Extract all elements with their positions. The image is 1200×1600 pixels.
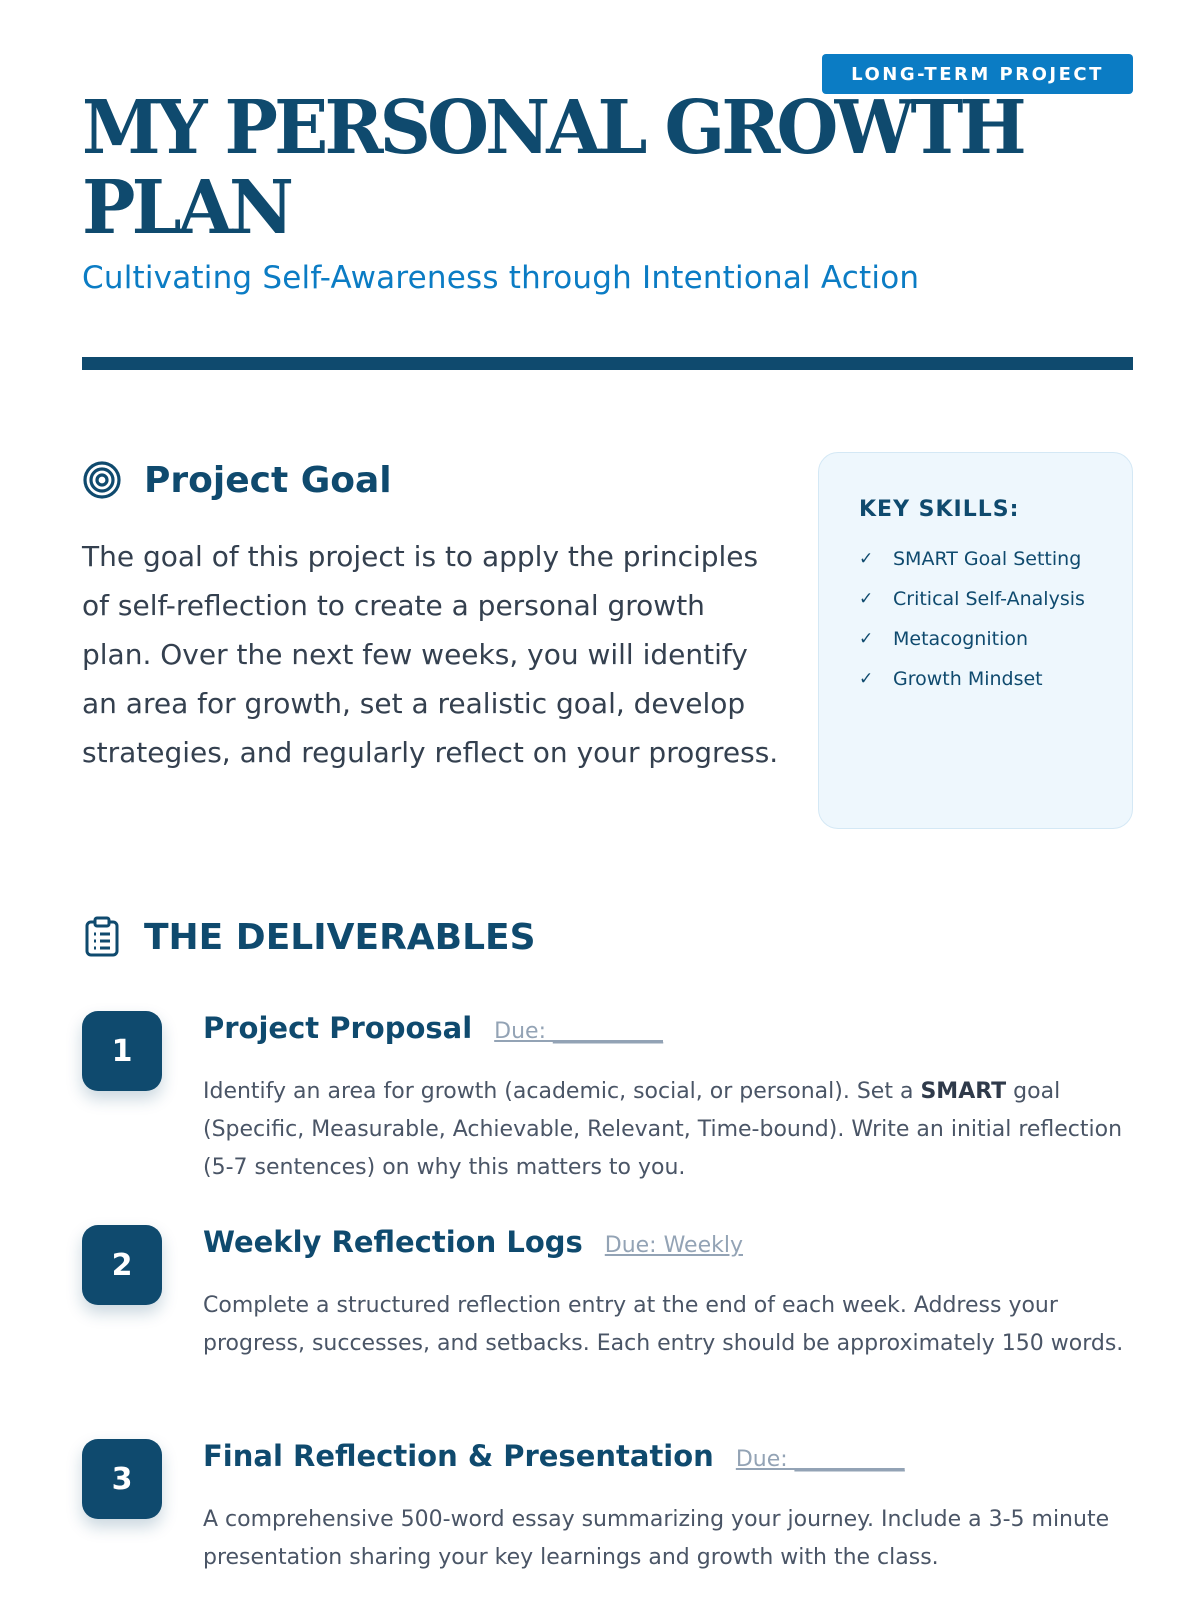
page-subtitle: Cultivating Self-Awareness through Intentional Action [82,260,920,296]
deliverable-title: Final Reflection & Presentation [203,1439,714,1473]
skill-label: SMART Goal Setting [893,548,1082,570]
deliverable-title: Project Proposal [203,1011,473,1045]
skill-label: Growth Mindset [893,668,1043,690]
project-type-badge: LONG-TERM PROJECT [822,54,1133,94]
smart-emphasis: SMART [920,1079,1007,1104]
check-icon: ✓ [859,629,874,648]
skill-item [859,666,1110,692]
target-icon [82,460,122,500]
deliverable-description: Complete a structured reflection entry at the end of each week. Address your progress, successes, and setbacks. Each entry should be approximately 150 words. [203,1293,1124,1356]
key-skills-title: KEY SKILLS: [859,497,1020,522]
clipboard-icon [82,916,122,958]
due-date: Due: __________ [494,1019,663,1044]
header-divider [82,357,1133,370]
due-date: Due: Weekly [604,1233,743,1258]
deliverables-heading: THE DELIVERABLES [144,916,536,958]
due-date: Due: __________ [735,1447,905,1472]
deliverable-title: Weekly Reflection Logs [203,1225,583,1259]
deliverable-number: 2 [82,1225,162,1305]
skill-label: Metacognition [893,628,1029,650]
key-skills-box [818,452,1133,829]
goal-section-header [82,456,392,504]
deliverable-description: Identify an area for growth (academic, social, or personal). Set a SMART goal (Specific, Measurable, Achievable, Relevant, Time-bound). Write an initial reflection (5-7 sentences) on why this matters to you. [203,1079,1123,1180]
deliverable-number: 1 [82,1011,162,1091]
deliverable-number: 3 [82,1439,162,1519]
deliverable-description: A comprehensive 500-word essay summarizing your journey. Include a 3-5 minute presentation sharing your key learnings and growth with the class. [203,1507,1110,1570]
goal-description: The goal of this project is to apply the principles of self-reflection to create a personal growth plan. Over the next few weeks, you will identify an area for growth, set a realistic goal, develop strategies, and regularly reflect on your progress. [82,540,779,769]
deliverables-section-header [82,912,536,962]
skill-item [859,626,1110,652]
document-page [82,0,1133,1600]
check-icon: ✓ [859,669,874,688]
skill-label: Critical Self-Analysis [893,588,1085,610]
check-icon: ✓ [859,589,874,608]
page-title: MY PERSONAL GROWTH PLAN [82,85,1023,251]
goal-heading: Project Goal [144,459,392,501]
skill-item [859,586,1110,612]
check-icon: ✓ [859,549,874,568]
skill-item [859,546,1110,572]
